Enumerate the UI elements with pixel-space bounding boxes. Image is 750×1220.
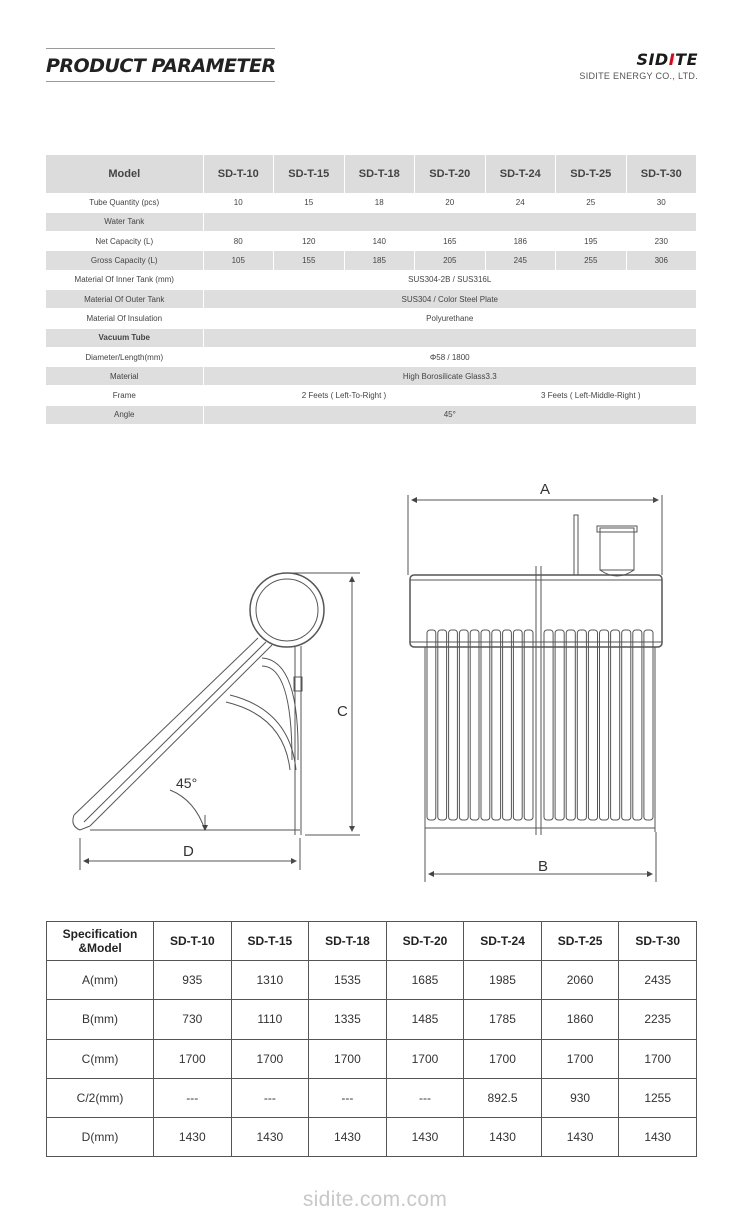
dim-c-label: C [337,703,348,720]
param-row-vacuum-tube [46,328,697,347]
spec-row [47,1078,697,1117]
param-label: Tube Quantity (pcs) [46,193,203,212]
spec-cell: --- [386,1078,464,1117]
spec-row [47,1039,697,1078]
spec-cell: 730 [154,1000,232,1039]
spec-header-line2: &Model [78,941,122,956]
param-cell: 186 [485,232,556,251]
spec-cell: 1310 [231,961,309,1000]
param-cell: 25 [556,193,627,212]
vacuum-tube [588,630,597,820]
param-cell: 165 [415,232,486,251]
spec-label: C(mm) [47,1039,154,1078]
param-cell: 140 [344,232,415,251]
param-cell: SUS304 / Color Steel Plate [203,289,697,308]
vacuum-tube [492,630,501,820]
spec-cell: 892.5 [464,1078,542,1117]
param-header-cell: SD-T-15 [274,155,345,193]
param-row-material [46,367,697,386]
param-label: Diameter/Length(mm) [46,347,203,366]
spec-cell: 1700 [309,1039,387,1078]
logo-suffix: TE [675,50,698,69]
spec-cell: 2435 [619,961,697,1000]
param-cell: High Borosilicate Glass3.3 [203,367,697,386]
support-arc-inner [262,666,292,760]
spec-label: B(mm) [47,1000,154,1039]
dim-d-label: D [183,843,194,860]
param-label: Material Of Inner Tank (mm) [46,270,203,289]
spec-cell: 1785 [464,1000,542,1039]
param-cell: 80 [203,232,274,251]
param-cell: 185 [344,251,415,270]
spec-cell: 1700 [541,1039,619,1078]
param-label: Material Of Outer Tank [46,289,203,308]
param-cell: 20 [415,193,486,212]
spec-header-title [47,922,154,961]
param-label: Water Tank [46,212,203,231]
spec-cell: 1430 [231,1117,309,1156]
spec-cell: --- [154,1078,232,1117]
param-cell: 45° [203,405,697,424]
param-cell: 105 [203,251,274,270]
param-cell: SUS304-2B / SUS316L [203,270,697,289]
vacuum-tube [427,630,436,820]
dim-a-label: A [540,481,551,498]
spec-label: D(mm) [47,1117,154,1156]
page-title: PRODUCT PARAMETER [46,55,276,77]
param-row-angle [46,405,697,424]
spec-cell: 1700 [154,1039,232,1078]
param-row-water-tank [46,212,697,231]
vacuum-tube [470,630,479,820]
spec-cell: --- [231,1078,309,1117]
logo-prefix: SID [636,50,669,69]
spec-header-cell: SD-T-30 [619,922,697,961]
param-header-cell: SD-T-20 [415,155,486,193]
param-row-frame [46,386,697,405]
company-logo [579,50,698,81]
param-label: Vacuum Tube [46,328,203,347]
param-cell [203,328,697,347]
vacuum-tube [633,630,642,820]
logo-wordmark [579,50,698,69]
vacuum-tube [481,630,490,820]
vacuum-tube [566,630,575,820]
param-row-outer-tank [46,289,697,308]
tank-outer-circle [250,573,324,647]
vacuum-tube [449,630,458,820]
spec-cell: 1700 [464,1039,542,1078]
param-header-cell: SD-T-10 [203,155,274,193]
angle-arc [170,790,205,830]
spec-header-cell: SD-T-10 [154,922,232,961]
spec-cell: 1700 [619,1039,697,1078]
param-cell: 205 [415,251,486,270]
tube-line-mid [84,642,266,822]
param-header-cell: SD-T-24 [485,155,556,193]
param-cell [203,212,697,231]
spec-cell: 930 [541,1078,619,1117]
spec-cell: 1110 [231,1000,309,1039]
param-cell: 30 [626,193,697,212]
vacuum-tube [503,630,512,820]
footer-website: sidite.com.com [302,1188,448,1211]
param-cell: Polyurethane [203,309,697,328]
spec-cell: 1485 [386,1000,464,1039]
spec-row [47,1117,697,1156]
vacuum-tube [555,630,564,820]
company-name: SIDITE ENERGY CO., LTD. [579,71,698,81]
tank-inner-circle [256,579,318,641]
spec-cell: 1430 [464,1117,542,1156]
side-view [73,573,360,870]
tube-line-inner [90,645,272,826]
param-row-tube-qty [46,193,697,212]
param-label: Net Capacity (L) [46,232,203,251]
spec-header-row [47,922,697,961]
param-cell: 195 [556,232,627,251]
param-header-cell: SD-T-25 [556,155,627,193]
spec-cell: 1700 [386,1039,464,1078]
technical-drawing [0,470,750,890]
param-header-cell: SD-T-30 [626,155,697,193]
vacuum-tube-group [427,630,653,820]
aux-tank-cap [597,526,637,532]
spec-label: C/2(mm) [47,1078,154,1117]
param-cell: 2 Feets ( Left-To-Right ) [203,386,485,405]
vacuum-tube [513,630,522,820]
param-cell: 24 [485,193,556,212]
spec-header-cell: SD-T-25 [541,922,619,961]
param-row-insulation [46,309,697,328]
param-header-cell: SD-T-18 [344,155,415,193]
param-label: Material Of Insulation [46,309,203,328]
support-arc-outer [262,658,298,760]
param-cell: 245 [485,251,556,270]
spec-cell: 1985 [464,961,542,1000]
param-row-net-capacity [46,232,697,251]
spec-cell: 1860 [541,1000,619,1039]
vacuum-tube [611,630,620,820]
param-cell: Φ58 / 1800 [203,347,697,366]
spec-label: A(mm) [47,961,154,1000]
vacuum-tube [600,630,609,820]
param-header-row [46,155,697,193]
spec-cell: 1700 [231,1039,309,1078]
spec-cell: --- [309,1078,387,1117]
param-cell: 18 [344,193,415,212]
spec-cell: 1430 [309,1117,387,1156]
vacuum-tube [544,630,553,820]
param-row-inner-tank [46,270,697,289]
param-row-gross-capacity [46,251,697,270]
spec-cell: 935 [154,961,232,1000]
spec-row [47,961,697,1000]
dim-b-label: B [538,858,549,875]
param-cell: 306 [626,251,697,270]
spec-header-cell: SD-T-18 [309,922,387,961]
param-header-cell: Model [46,155,203,193]
aux-tank [600,528,634,570]
spec-cell: 2060 [541,961,619,1000]
spec-cell: 1430 [154,1117,232,1156]
vacuum-tube [622,630,631,820]
param-cell: 120 [274,232,345,251]
spec-cell: 1430 [386,1117,464,1156]
vacuum-tube [577,630,586,820]
parameter-table [46,155,697,425]
spec-header-cell: SD-T-20 [386,922,464,961]
param-label: Material [46,367,203,386]
support-brace-inner [226,702,290,770]
spec-cell: 1255 [619,1078,697,1117]
spec-cell: 1335 [309,1000,387,1039]
param-cell: 10 [203,193,274,212]
angle-label: 45° [176,775,198,791]
spec-cell: 1535 [309,961,387,1000]
title-bottom-rule [46,81,275,82]
param-label: Angle [46,405,203,424]
vacuum-tube [459,630,468,820]
param-cell: 230 [626,232,697,251]
vacuum-tube [644,630,653,820]
page-title-block [46,48,275,82]
logo-dot: I [668,50,676,69]
spec-header-cell: SD-T-24 [464,922,542,961]
spec-header-line1: Specification [62,927,138,942]
tube-end [73,815,90,830]
spec-cell: 2235 [619,1000,697,1039]
spec-table [46,921,697,1157]
param-row-diameter [46,347,697,366]
param-cell: 15 [274,193,345,212]
spec-cell: 1430 [541,1117,619,1156]
param-cell: 255 [556,251,627,270]
param-label: Gross Capacity (L) [46,251,203,270]
param-label: Frame [46,386,203,405]
vacuum-tube [438,630,447,820]
spec-header-cell: SD-T-15 [231,922,309,961]
spec-cell: 1685 [386,961,464,1000]
spec-row [47,1000,697,1039]
param-cell: 155 [274,251,345,270]
tube-line-outer [74,638,258,815]
vent-pole [574,515,578,575]
vacuum-tube [524,630,533,820]
spec-cell: 1430 [619,1117,697,1156]
param-cell: 3 Feets ( Left-Middle-Right ) [485,386,697,405]
